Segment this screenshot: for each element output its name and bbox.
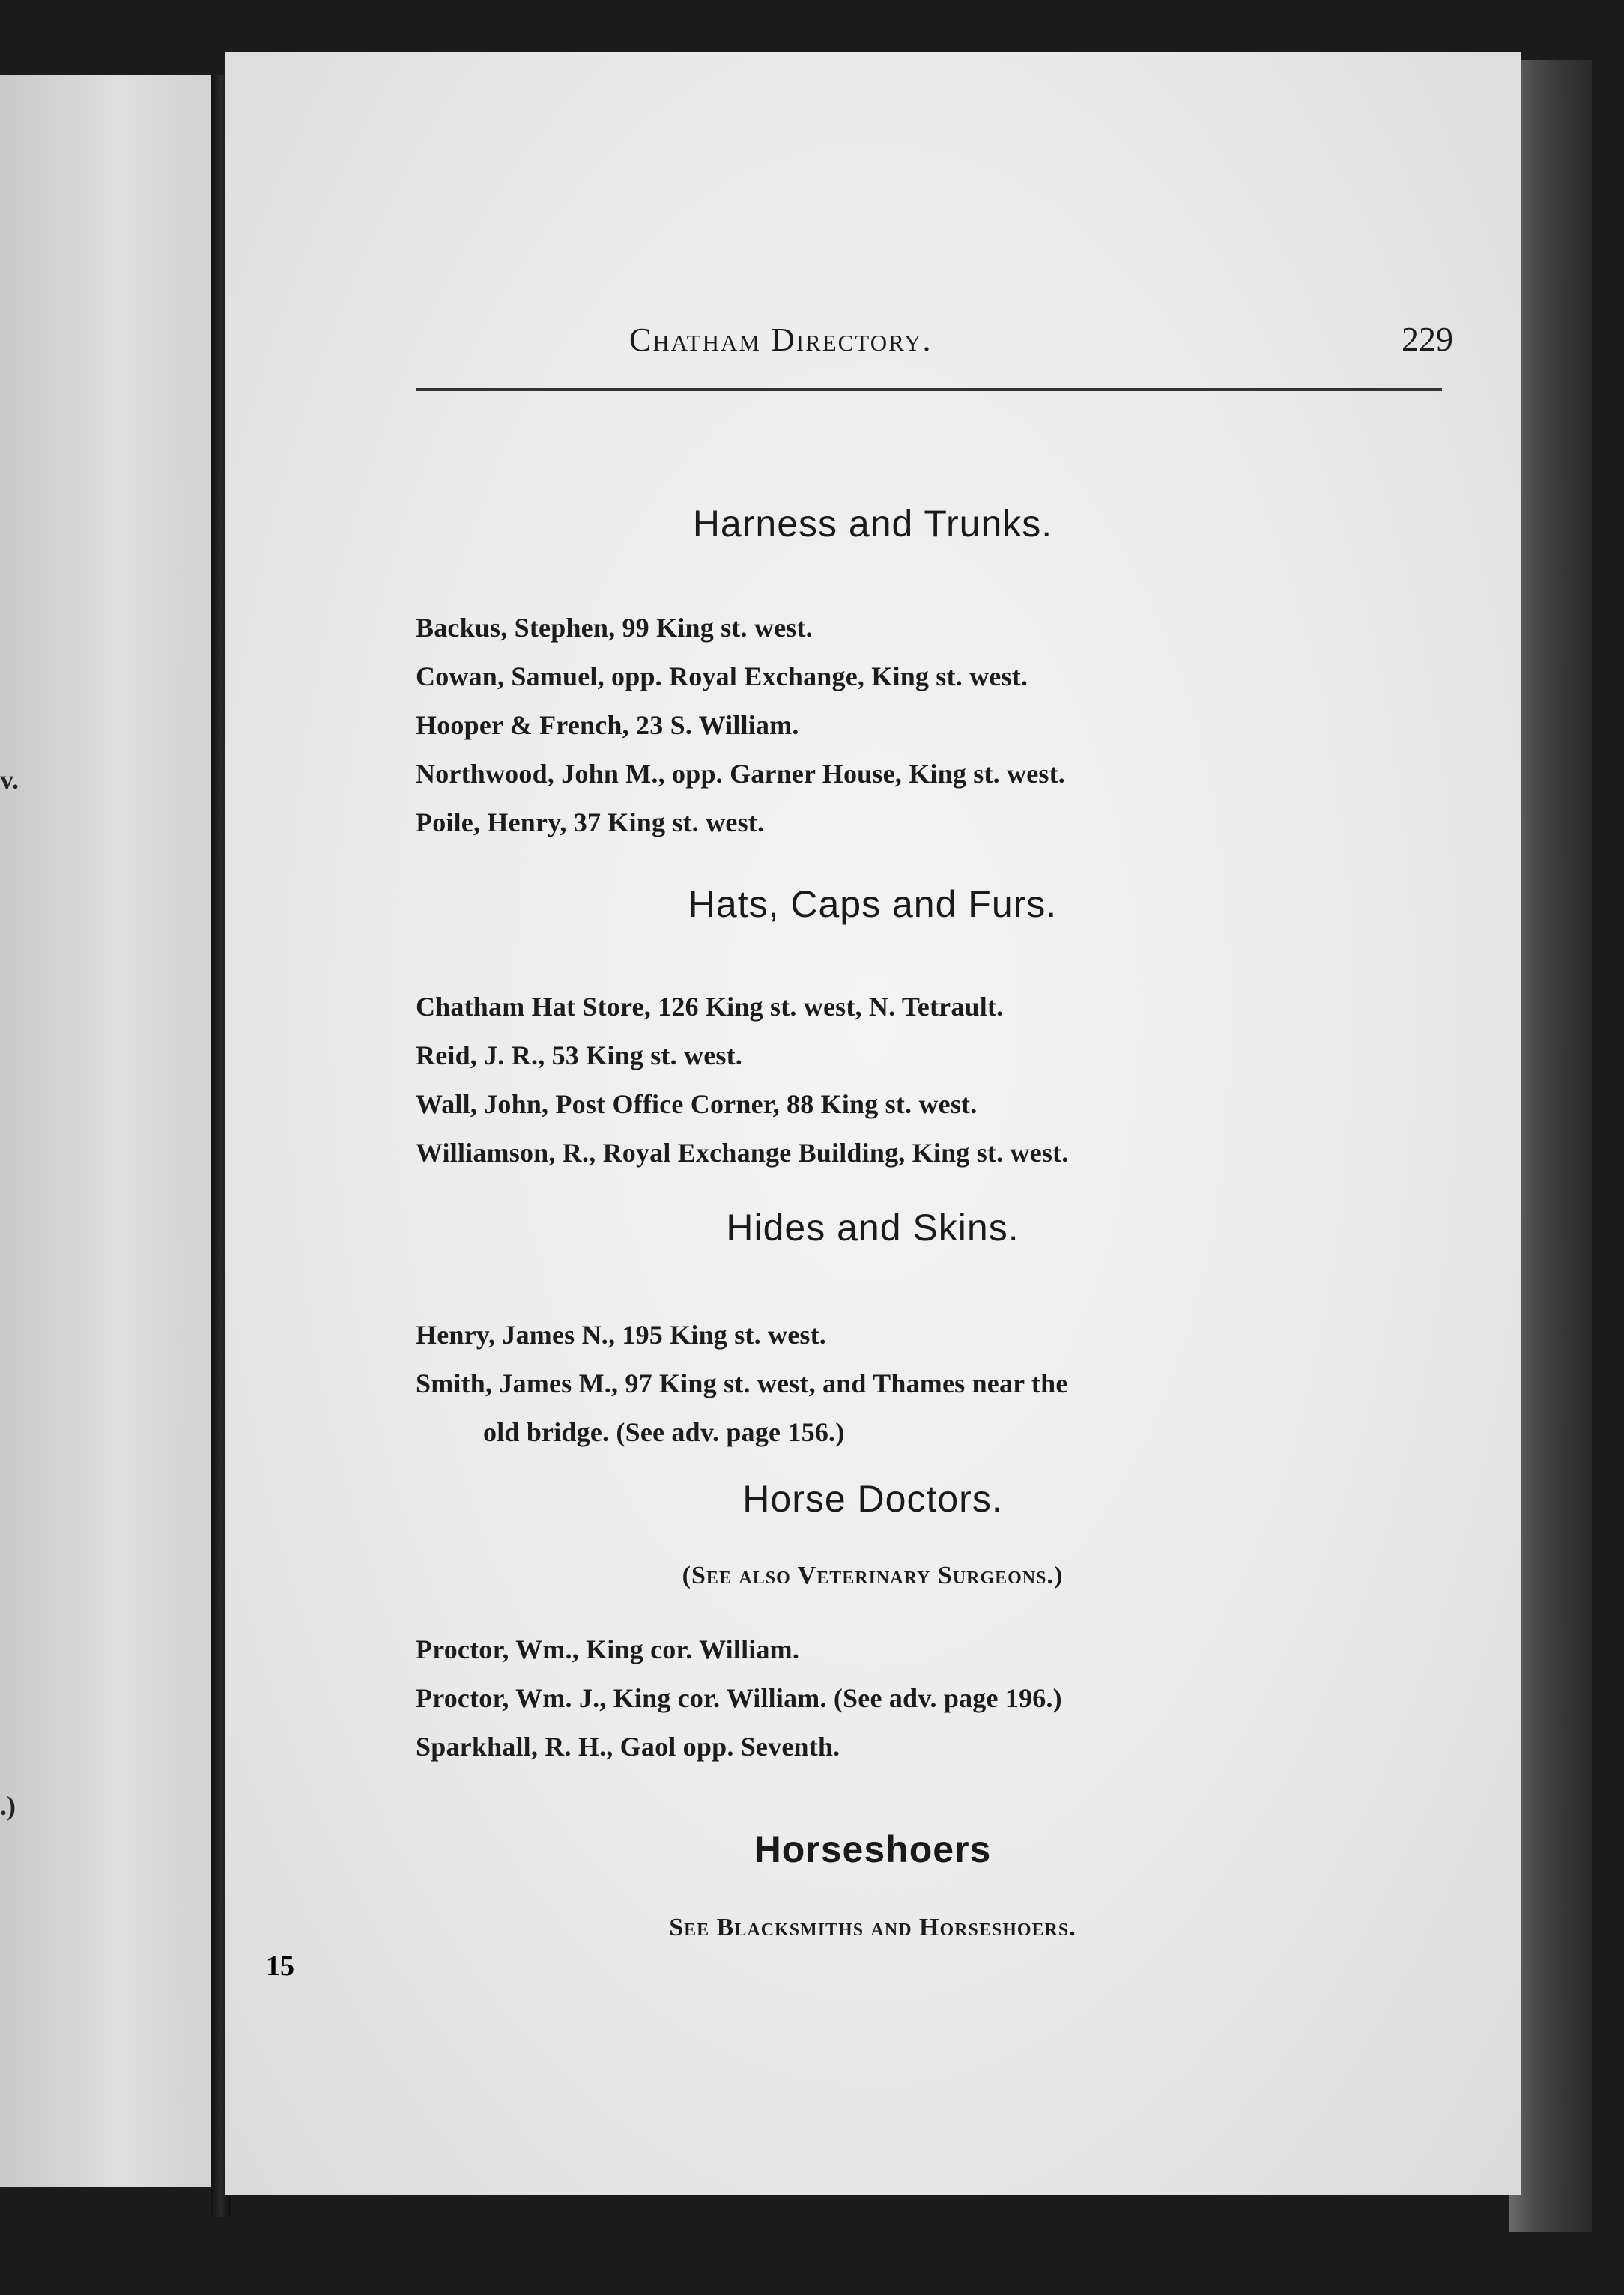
list-item: Sparkhall, R. H., Gaol opp. Seventh.	[416, 1732, 840, 1762]
hides-and-skins-list	[416, 1311, 1479, 1457]
list-item: Henry, James N., 195 King st. west.	[416, 1320, 826, 1350]
section-title-hides-and-skins: Hides and Skins.	[726, 1207, 1019, 1249]
page-edges	[1509, 60, 1592, 2232]
left-page-fragment: v.	[0, 765, 19, 795]
list-item: Northwood, John M., opp. Garner House, King st. west.	[416, 759, 1065, 789]
list-item: Wall, John, Post Office Corner, 88 King st. west.	[416, 1089, 978, 1119]
left-page-fragment: .)	[0, 1791, 16, 1821]
page-number: 229	[1402, 320, 1453, 358]
list-item: Poile, Henry, 37 King st. west.	[416, 807, 765, 837]
list-item: Hooper & French, 23 S. William.	[416, 710, 799, 740]
cross-reference-note: See Blacksmiths and Horseshoers.	[669, 1914, 1076, 1941]
list-item: Cowan, Samuel, opp. Royal Exchange, King st. west.	[416, 661, 1028, 691]
list-item: Reid, J. R., 53 King st. west.	[416, 1040, 742, 1070]
running-head	[629, 321, 1453, 366]
horse-doctors-list	[416, 1625, 1479, 1771]
list-item: Proctor, Wm., King cor. William.	[416, 1634, 800, 1664]
section-title-harness-and-trunks: Harness and Trunks.	[692, 503, 1053, 545]
list-item: Proctor, Wm. J., King cor. William. (See adv. page 196.)	[416, 1683, 1062, 1713]
hats-caps-and-furs-list	[416, 983, 1479, 1177]
list-item: Williamson, R., Royal Exchange Building, King st. west.	[416, 1138, 1069, 1168]
list-item-continuation: old bridge. (See adv. page 156.)	[483, 1417, 845, 1447]
section-title-horse-doctors: Horse Doctors.	[742, 1478, 1003, 1520]
section-title-horseshoers: Horseshoers	[754, 1828, 992, 1870]
section-title-hats-caps-and-furs: Hats, Caps and Furs.	[688, 883, 1058, 925]
left-page	[0, 75, 217, 2187]
list-item: Backus, Stephen, 99 King st. west.	[416, 613, 813, 643]
right-page	[225, 52, 1521, 2195]
cross-reference-note: (See also Veterinary Surgeons.)	[682, 1562, 1064, 1589]
signature-mark: 15	[266, 1950, 294, 1982]
harness-and-trunks-list	[416, 604, 1479, 847]
list-item: Smith, James M., 97 King st. west, and Thames near the	[416, 1368, 1068, 1398]
running-title: Chatham Directory.	[629, 321, 933, 358]
list-item: Chatham Hat Store, 126 King st. west, N. Tetrault.	[416, 992, 1004, 1022]
header-rule	[416, 388, 1442, 391]
